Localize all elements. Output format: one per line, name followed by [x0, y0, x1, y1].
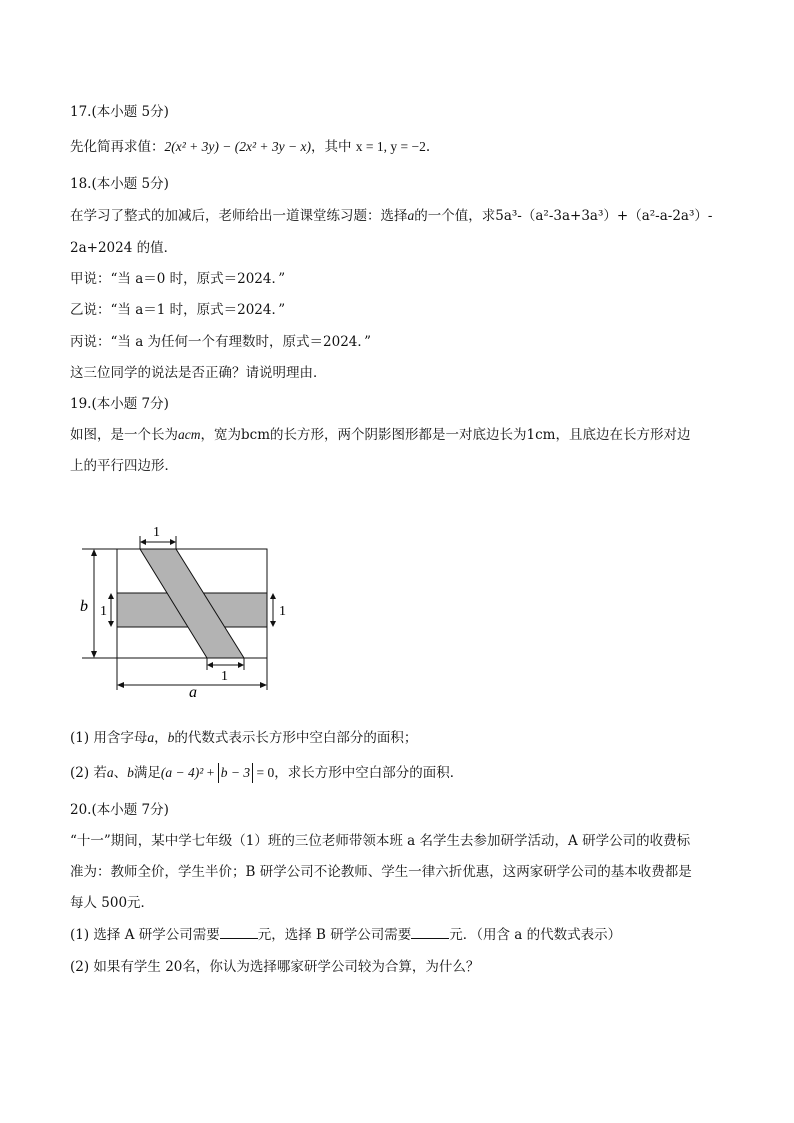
q18-yi-statement: 乙说：“当 a＝1 时，原式＝2024．” — [70, 302, 286, 318]
q19-sub2-equals: = 0 — [253, 765, 275, 780]
q17-mid: ，其中 — [310, 139, 352, 155]
q17-condition: x = 1, y = −2 — [355, 139, 426, 154]
q19-sub1-var-a: a — [147, 730, 155, 745]
q19-line1 — [70, 425, 690, 445]
q19-sub2-var-a: a — [106, 765, 114, 780]
label-a: a — [189, 684, 197, 698]
answer-blank-a[interactable] — [220, 924, 258, 939]
q19-line1-text-d: ，且底边在长方形对边 — [555, 427, 691, 443]
answer-blank-b[interactable] — [411, 924, 449, 939]
q18-header: 18.(本小题 5分) — [70, 176, 169, 192]
q19-width: bcm — [241, 427, 271, 443]
q20-line2: 准为：教师全价，学生半价；B 研学公司不论教师、学生一律六折优惠，这两家研学公司的基本收费都是 — [70, 864, 692, 880]
q20-sub1-text-a: (1) 选择 A 研学公司需要 — [70, 927, 220, 943]
q20-sub1 — [70, 924, 621, 945]
q18-line1-expr: 5a³-（a²-3a+3a³）+（a²-a-2a³）- — [495, 208, 713, 224]
label-left-1: 1 — [100, 604, 107, 619]
q19-sub1-text-a: (1) 用含字母 — [70, 730, 148, 746]
q19-sub2-text-a: (2) 若 — [70, 765, 107, 781]
q17-problem — [70, 137, 430, 157]
q19-sub2-sep: 、 — [113, 765, 128, 781]
q20-sub1-text-c: 元．（用含 a 的代数式表示） — [449, 927, 622, 943]
q17-expression: 2(x² + 3y) − (2x² + 3y − x) — [164, 139, 311, 154]
q20-sub2: (2) 如果有学生 20名，你认为选择哪家研学公司较为合算，为什么？ — [70, 959, 480, 975]
q20-header: 20.(本小题 7分) — [70, 802, 169, 818]
q20-line1: “十一”期间，某中学七年级（1）班的三位老师带领本班 a 名学生去参加研学活动，A 研学公司的收费标 — [70, 833, 691, 849]
label-top-1: 1 — [153, 525, 160, 540]
q18-line1-var: a — [407, 208, 415, 223]
q19-sub1-text-b: 的代数式表示长方形中空白部分的面积； — [174, 730, 418, 746]
q18-line1-text-b: 的一个值，求 — [414, 208, 496, 224]
q19-figure — [76, 518, 296, 698]
q17-header: 17.(本小题 5分) — [70, 104, 169, 120]
q18-bing-statement: 丙说：“当 a 为任何一个有理数时，原式＝2024．” — [70, 334, 372, 350]
q18-line1 — [70, 206, 712, 226]
q19-sub2-var-b: b — [127, 765, 134, 780]
q19-sub2-text-b: 满足 — [133, 765, 161, 781]
q19-sub1 — [70, 728, 417, 748]
q18-line2: 2a+2024 的值． — [70, 240, 178, 256]
q19-line1-text-a: 如图，是一个长为 — [70, 427, 178, 443]
label-right-1: 1 — [279, 604, 286, 619]
q19-header: 19.(本小题 7分) — [70, 396, 169, 412]
label-b: b — [80, 598, 88, 615]
q19-sub2-abs-term: b − 3 — [218, 763, 253, 783]
q19-sub2-square-term: (a − 4)² — [160, 765, 204, 780]
q18-line1-text-a: 在学习了整式的加减后，老师给出一道课堂练习题：选择 — [70, 208, 408, 224]
q19-line1-text-c: 的长方形，两个阴影图形都是一对底边长为 — [270, 427, 527, 443]
q19-sub2-text-c: ，求长方形中空白部分的面积． — [274, 765, 464, 781]
q19-line2: 上的平行四边形． — [70, 458, 178, 474]
q19-line1-text-b: ，宽为 — [200, 427, 241, 443]
q17-prefix: 先化简再求值： — [70, 139, 165, 155]
q19-length: acm — [178, 427, 201, 442]
q17-end: . — [425, 139, 431, 155]
q19-base-length: 1cm — [526, 427, 556, 443]
q19-sub1-sep: ， — [154, 730, 168, 746]
q18-question: 这三位同学的说法是否正确？请说明理由． — [70, 365, 327, 381]
q19-sub2 — [70, 763, 463, 783]
q18-jia-statement: 甲说：“当 a＝0 时，原式＝2024．” — [70, 271, 286, 287]
q19-sub1-var-b: b — [167, 730, 175, 745]
q19-sub2-plus: + — [203, 765, 218, 780]
label-bottom-1: 1 — [221, 669, 228, 684]
q20-line3: 每人 500元． — [70, 895, 155, 911]
q20-sub1-text-b: 元，选择 B 研学公司需要 — [257, 927, 412, 943]
